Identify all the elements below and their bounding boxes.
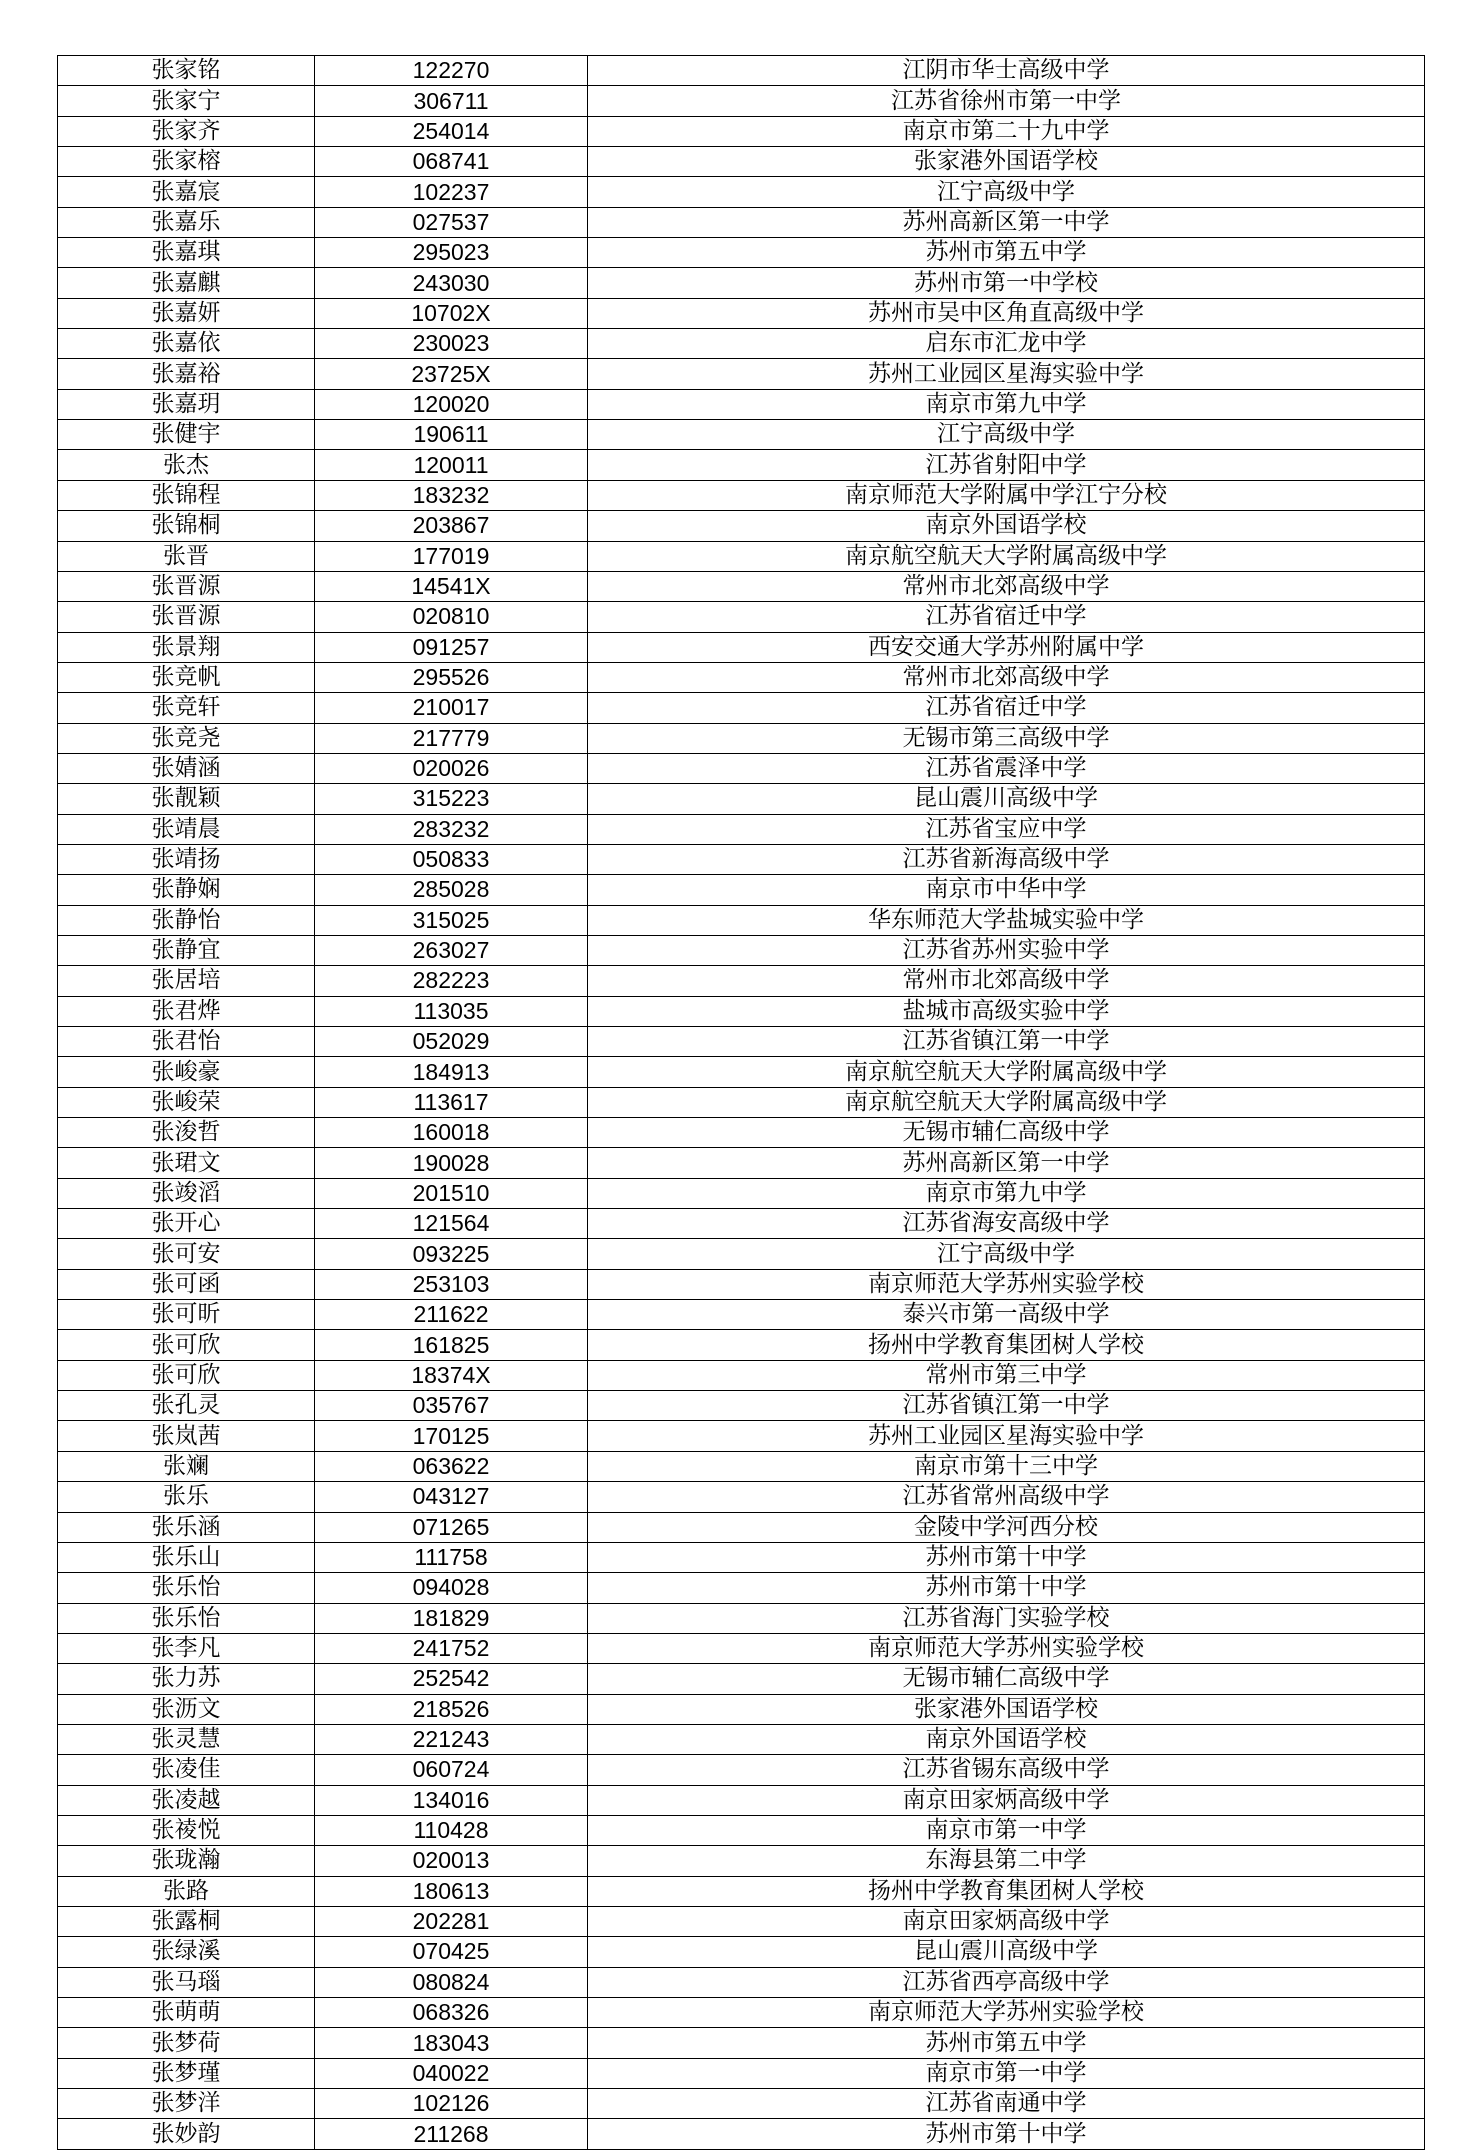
- table-row: [58, 996, 1425, 1026]
- school-cell: 江苏省徐州市第一中学: [588, 86, 1425, 116]
- table-row: [58, 632, 1425, 662]
- name-cell: 张嘉琪: [58, 238, 315, 268]
- name-cell: 张孔灵: [58, 1391, 315, 1421]
- name-cell: 张家榕: [58, 147, 315, 177]
- table-row: [58, 1087, 1425, 1117]
- school-cell: 苏州工业园区星海实验中学: [588, 1421, 1425, 1451]
- id-cell: 190611: [315, 420, 588, 450]
- name-cell: 张君烨: [58, 996, 315, 1026]
- id-cell: 121564: [315, 1209, 588, 1239]
- name-cell: 张健宇: [58, 420, 315, 450]
- id-cell: 113035: [315, 996, 588, 1026]
- name-cell: 张露桐: [58, 1906, 315, 1936]
- school-cell: 扬州中学教育集团树人学校: [588, 1876, 1425, 1906]
- school-cell: 南京师范大学苏州实验学校: [588, 1998, 1425, 2028]
- name-cell: 张竞尧: [58, 723, 315, 753]
- school-cell: 无锡市第三高级中学: [588, 723, 1425, 753]
- table-row: [58, 1937, 1425, 1967]
- name-cell: 张杰: [58, 450, 315, 480]
- table-row: [58, 1876, 1425, 1906]
- name-cell: 张可函: [58, 1269, 315, 1299]
- id-cell: 102237: [315, 177, 588, 207]
- id-cell: 10702X: [315, 298, 588, 328]
- name-cell: 张靓颖: [58, 784, 315, 814]
- id-cell: 091257: [315, 632, 588, 662]
- table-row: [58, 753, 1425, 783]
- name-cell: 张景翔: [58, 632, 315, 662]
- school-cell: 南京师范大学附属中学江宁分校: [588, 480, 1425, 510]
- school-cell: 常州市北郊高级中学: [588, 966, 1425, 996]
- name-cell: 张乐山: [58, 1542, 315, 1572]
- table-row: [58, 420, 1425, 450]
- school-cell: 南京市中华中学: [588, 875, 1425, 905]
- id-cell: 190028: [315, 1148, 588, 1178]
- name-cell: 张乐怡: [58, 1603, 315, 1633]
- id-cell: 201510: [315, 1178, 588, 1208]
- name-cell: 张靖扬: [58, 844, 315, 874]
- table-row: [58, 814, 1425, 844]
- id-cell: 068741: [315, 147, 588, 177]
- id-cell: 243030: [315, 268, 588, 298]
- name-cell: 张靖晨: [58, 814, 315, 844]
- school-cell: 苏州市第五中学: [588, 2028, 1425, 2058]
- school-cell: 江宁高级中学: [588, 1239, 1425, 1269]
- name-cell: 张静娴: [58, 875, 315, 905]
- school-cell: 南京市第一中学: [588, 1815, 1425, 1845]
- name-cell: 张竞轩: [58, 693, 315, 723]
- school-cell: 江苏省镇江第一中学: [588, 1027, 1425, 1057]
- id-cell: 285028: [315, 875, 588, 905]
- id-cell: 020026: [315, 753, 588, 783]
- name-cell: 张绿溪: [58, 1937, 315, 1967]
- school-cell: 南京市第九中学: [588, 389, 1425, 419]
- id-cell: 110428: [315, 1815, 588, 1845]
- id-cell: 093225: [315, 1239, 588, 1269]
- name-cell: 张沥文: [58, 1694, 315, 1724]
- table-body: [58, 56, 1425, 2150]
- table-row: [58, 1633, 1425, 1663]
- table-row: [58, 1300, 1425, 1330]
- table-row: [58, 1846, 1425, 1876]
- name-cell: 张力苏: [58, 1664, 315, 1694]
- name-cell: 张萌萌: [58, 1998, 315, 2028]
- name-cell: 张嘉玥: [58, 389, 315, 419]
- id-cell: 14541X: [315, 571, 588, 601]
- id-cell: 254014: [315, 116, 588, 146]
- name-cell: 张可昕: [58, 1300, 315, 1330]
- school-cell: 江苏省震泽中学: [588, 753, 1425, 783]
- name-cell: 张君怡: [58, 1027, 315, 1057]
- name-cell: 张开心: [58, 1209, 315, 1239]
- id-cell: 160018: [315, 1118, 588, 1148]
- table-row: [58, 1178, 1425, 1208]
- name-cell: 张梦荷: [58, 2028, 315, 2058]
- name-cell: 张浚哲: [58, 1118, 315, 1148]
- table-row: [58, 1360, 1425, 1390]
- id-cell: 180613: [315, 1876, 588, 1906]
- table-row: [58, 1027, 1425, 1057]
- school-cell: 南京市第二十九中学: [588, 116, 1425, 146]
- table-row: [58, 1118, 1425, 1148]
- name-cell: 张路: [58, 1876, 315, 1906]
- school-cell: 南京外国语学校: [588, 511, 1425, 541]
- school-cell: 南京航空航天大学附属高级中学: [588, 541, 1425, 571]
- id-cell: 218526: [315, 1694, 588, 1724]
- id-cell: 050833: [315, 844, 588, 874]
- table-row: [58, 1057, 1425, 1087]
- school-cell: 金陵中学河西分校: [588, 1512, 1425, 1542]
- table-row: [58, 511, 1425, 541]
- school-cell: 江苏省南通中学: [588, 2089, 1425, 2119]
- table-row: [58, 875, 1425, 905]
- student-list-table: [57, 55, 1425, 2150]
- table-row: [58, 298, 1425, 328]
- name-cell: 张竞帆: [58, 662, 315, 692]
- table-row: [58, 1482, 1425, 1512]
- name-cell: 张晋: [58, 541, 315, 571]
- school-cell: 江宁高级中学: [588, 177, 1425, 207]
- id-cell: 283232: [315, 814, 588, 844]
- school-cell: 苏州高新区第一中学: [588, 207, 1425, 237]
- name-cell: 张晋源: [58, 571, 315, 601]
- id-cell: 063622: [315, 1451, 588, 1481]
- table-row: [58, 2089, 1425, 2119]
- school-cell: 江阴市华士高级中学: [588, 56, 1425, 86]
- table-row: [58, 1209, 1425, 1239]
- table-row: [58, 602, 1425, 632]
- id-cell: 122270: [315, 56, 588, 86]
- id-cell: 315025: [315, 905, 588, 935]
- table-row: [58, 116, 1425, 146]
- id-cell: 080824: [315, 1967, 588, 1997]
- id-cell: 043127: [315, 1482, 588, 1512]
- table-row: [58, 450, 1425, 480]
- id-cell: 113617: [315, 1087, 588, 1117]
- name-cell: 张峻豪: [58, 1057, 315, 1087]
- school-cell: 江苏省海安高级中学: [588, 1209, 1425, 1239]
- id-cell: 020013: [315, 1846, 588, 1876]
- table-row: [58, 86, 1425, 116]
- table-row: [58, 268, 1425, 298]
- name-cell: 张嘉宸: [58, 177, 315, 207]
- id-cell: 040022: [315, 2058, 588, 2088]
- school-cell: 苏州市第一中学校: [588, 268, 1425, 298]
- id-cell: 282223: [315, 966, 588, 996]
- name-cell: 张居培: [58, 966, 315, 996]
- school-cell: 南京市第十三中学: [588, 1451, 1425, 1481]
- id-cell: 120020: [315, 389, 588, 419]
- school-cell: 南京市第一中学: [588, 2058, 1425, 2088]
- name-cell: 张乐涵: [58, 1512, 315, 1542]
- name-cell: 张斓: [58, 1451, 315, 1481]
- id-cell: 315223: [315, 784, 588, 814]
- school-cell: 苏州高新区第一中学: [588, 1148, 1425, 1178]
- school-cell: 南京田家炳高级中学: [588, 1785, 1425, 1815]
- table-row: [58, 1451, 1425, 1481]
- id-cell: 183232: [315, 480, 588, 510]
- table-row: [58, 238, 1425, 268]
- school-cell: 扬州中学教育集团树人学校: [588, 1330, 1425, 1360]
- table-row: [58, 1815, 1425, 1845]
- id-cell: 217779: [315, 723, 588, 753]
- id-cell: 295526: [315, 662, 588, 692]
- school-cell: 苏州工业园区星海实验中学: [588, 359, 1425, 389]
- id-cell: 181829: [315, 1603, 588, 1633]
- id-cell: 060724: [315, 1755, 588, 1785]
- name-cell: 张静怡: [58, 905, 315, 935]
- table-row: [58, 966, 1425, 996]
- school-cell: 张家港外国语学校: [588, 1694, 1425, 1724]
- table-row: [58, 2119, 1425, 2149]
- name-cell: 张珑瀚: [58, 1846, 315, 1876]
- id-cell: 094028: [315, 1573, 588, 1603]
- id-cell: 035767: [315, 1391, 588, 1421]
- id-cell: 183043: [315, 2028, 588, 2058]
- school-cell: 南京田家炳高级中学: [588, 1906, 1425, 1936]
- school-cell: 常州市北郊高级中学: [588, 571, 1425, 601]
- name-cell: 张锦程: [58, 480, 315, 510]
- table-row: [58, 1512, 1425, 1542]
- school-cell: 苏州市吴中区角直高级中学: [588, 298, 1425, 328]
- school-cell: 苏州市第十中学: [588, 1573, 1425, 1603]
- school-cell: 常州市北郊高级中学: [588, 662, 1425, 692]
- table-row: [58, 571, 1425, 601]
- id-cell: 221243: [315, 1724, 588, 1754]
- school-cell: 江苏省镇江第一中学: [588, 1391, 1425, 1421]
- table-row: [58, 1421, 1425, 1451]
- school-cell: 南京航空航天大学附属高级中学: [588, 1087, 1425, 1117]
- table-row: [58, 147, 1425, 177]
- id-cell: 070425: [315, 1937, 588, 1967]
- school-cell: 江苏省苏州实验中学: [588, 935, 1425, 965]
- table-row: [58, 1148, 1425, 1178]
- school-cell: 苏州市第十中学: [588, 1542, 1425, 1572]
- name-cell: 张凌佳: [58, 1755, 315, 1785]
- table-row: [58, 723, 1425, 753]
- name-cell: 张竣滔: [58, 1178, 315, 1208]
- school-cell: 江苏省宿迁中学: [588, 602, 1425, 632]
- id-cell: 263027: [315, 935, 588, 965]
- school-cell: 江苏省海门实验学校: [588, 1603, 1425, 1633]
- name-cell: 张家齐: [58, 116, 315, 146]
- name-cell: 张可安: [58, 1239, 315, 1269]
- id-cell: 253103: [315, 1269, 588, 1299]
- school-cell: 西安交通大学苏州附属中学: [588, 632, 1425, 662]
- table-row: [58, 329, 1425, 359]
- id-cell: 052029: [315, 1027, 588, 1057]
- table-row: [58, 844, 1425, 874]
- table-row: [58, 1603, 1425, 1633]
- table-row: [58, 1542, 1425, 1572]
- table-row: [58, 935, 1425, 965]
- table-row: [58, 1391, 1425, 1421]
- table-row: [58, 1239, 1425, 1269]
- table-row: [58, 2028, 1425, 2058]
- id-cell: 295023: [315, 238, 588, 268]
- id-cell: 134016: [315, 1785, 588, 1815]
- name-cell: 张珺文: [58, 1148, 315, 1178]
- school-cell: 盐城市高级实验中学: [588, 996, 1425, 1026]
- id-cell: 177019: [315, 541, 588, 571]
- id-cell: 068326: [315, 1998, 588, 2028]
- table-row: [58, 480, 1425, 510]
- school-cell: 昆山震川高级中学: [588, 1937, 1425, 1967]
- table-row: [58, 2058, 1425, 2088]
- school-cell: 启东市汇龙中学: [588, 329, 1425, 359]
- name-cell: 张李凡: [58, 1633, 315, 1663]
- table-row: [58, 177, 1425, 207]
- school-cell: 苏州市第十中学: [588, 2119, 1425, 2149]
- name-cell: 张乐怡: [58, 1573, 315, 1603]
- school-cell: 苏州市第五中学: [588, 238, 1425, 268]
- school-cell: 无锡市辅仁高级中学: [588, 1118, 1425, 1148]
- name-cell: 张嘉依: [58, 329, 315, 359]
- id-cell: 306711: [315, 86, 588, 116]
- table-row: [58, 1664, 1425, 1694]
- table-row: [58, 1967, 1425, 1997]
- id-cell: 252542: [315, 1664, 588, 1694]
- id-cell: 18374X: [315, 1360, 588, 1390]
- table-row: [58, 389, 1425, 419]
- id-cell: 020810: [315, 602, 588, 632]
- table-row: [58, 359, 1425, 389]
- name-cell: 张马瑙: [58, 1967, 315, 1997]
- name-cell: 张岚茜: [58, 1421, 315, 1451]
- name-cell: 张嘉麒: [58, 268, 315, 298]
- table-row: [58, 1269, 1425, 1299]
- id-cell: 184913: [315, 1057, 588, 1087]
- school-cell: 江苏省射阳中学: [588, 450, 1425, 480]
- table-row: [58, 541, 1425, 571]
- id-cell: 071265: [315, 1512, 588, 1542]
- school-cell: 常州市第三中学: [588, 1360, 1425, 1390]
- name-cell: 张梦瑾: [58, 2058, 315, 2088]
- name-cell: 张妙韵: [58, 2119, 315, 2149]
- name-cell: 张嘉裕: [58, 359, 315, 389]
- school-cell: 江苏省西亭高级中学: [588, 1967, 1425, 1997]
- name-cell: 张可欣: [58, 1330, 315, 1360]
- name-cell: 张祾悦: [58, 1815, 315, 1845]
- school-cell: 东海县第二中学: [588, 1846, 1425, 1876]
- id-cell: 23725X: [315, 359, 588, 389]
- table-row: [58, 784, 1425, 814]
- table-row: [58, 56, 1425, 86]
- id-cell: 230023: [315, 329, 588, 359]
- table-row: [58, 1724, 1425, 1754]
- table-row: [58, 662, 1425, 692]
- name-cell: 张乐: [58, 1482, 315, 1512]
- table-row: [58, 1694, 1425, 1724]
- school-cell: 无锡市辅仁高级中学: [588, 1664, 1425, 1694]
- school-cell: 张家港外国语学校: [588, 147, 1425, 177]
- id-cell: 211268: [315, 2119, 588, 2149]
- school-cell: 江苏省宿迁中学: [588, 693, 1425, 723]
- school-cell: 江宁高级中学: [588, 420, 1425, 450]
- name-cell: 张梦洋: [58, 2089, 315, 2119]
- table-row: [58, 1755, 1425, 1785]
- name-cell: 张家铭: [58, 56, 315, 86]
- name-cell: 张嘉妍: [58, 298, 315, 328]
- name-cell: 张凌越: [58, 1785, 315, 1815]
- id-cell: 210017: [315, 693, 588, 723]
- table-row: [58, 207, 1425, 237]
- table-row: [58, 1998, 1425, 2028]
- name-cell: 张静宜: [58, 935, 315, 965]
- id-cell: 111758: [315, 1542, 588, 1572]
- id-cell: 203867: [315, 511, 588, 541]
- id-cell: 170125: [315, 1421, 588, 1451]
- table-row: [58, 1330, 1425, 1360]
- school-cell: 江苏省常州高级中学: [588, 1482, 1425, 1512]
- id-cell: 161825: [315, 1330, 588, 1360]
- name-cell: 张可欣: [58, 1360, 315, 1390]
- id-cell: 102126: [315, 2089, 588, 2119]
- name-cell: 张嘉乐: [58, 207, 315, 237]
- table-row: [58, 1573, 1425, 1603]
- table-row: [58, 1906, 1425, 1936]
- school-cell: 南京航空航天大学附属高级中学: [588, 1057, 1425, 1087]
- school-cell: 江苏省新海高级中学: [588, 844, 1425, 874]
- id-cell: 027537: [315, 207, 588, 237]
- school-cell: 南京外国语学校: [588, 1724, 1425, 1754]
- table-row: [58, 905, 1425, 935]
- name-cell: 张灵慧: [58, 1724, 315, 1754]
- school-cell: 南京师范大学苏州实验学校: [588, 1269, 1425, 1299]
- table-row: [58, 1785, 1425, 1815]
- name-cell: 张晋源: [58, 602, 315, 632]
- name-cell: 张家宁: [58, 86, 315, 116]
- school-cell: 泰兴市第一高级中学: [588, 1300, 1425, 1330]
- school-cell: 华东师范大学盐城实验中学: [588, 905, 1425, 935]
- id-cell: 241752: [315, 1633, 588, 1663]
- school-cell: 南京师范大学苏州实验学校: [588, 1633, 1425, 1663]
- name-cell: 张峻荣: [58, 1087, 315, 1117]
- id-cell: 211622: [315, 1300, 588, 1330]
- school-cell: 江苏省锡东高级中学: [588, 1755, 1425, 1785]
- name-cell: 张婧涵: [58, 753, 315, 783]
- school-cell: 江苏省宝应中学: [588, 814, 1425, 844]
- table-row: [58, 693, 1425, 723]
- id-cell: 202281: [315, 1906, 588, 1936]
- school-cell: 南京市第九中学: [588, 1178, 1425, 1208]
- name-cell: 张锦桐: [58, 511, 315, 541]
- id-cell: 120011: [315, 450, 588, 480]
- school-cell: 昆山震川高级中学: [588, 784, 1425, 814]
